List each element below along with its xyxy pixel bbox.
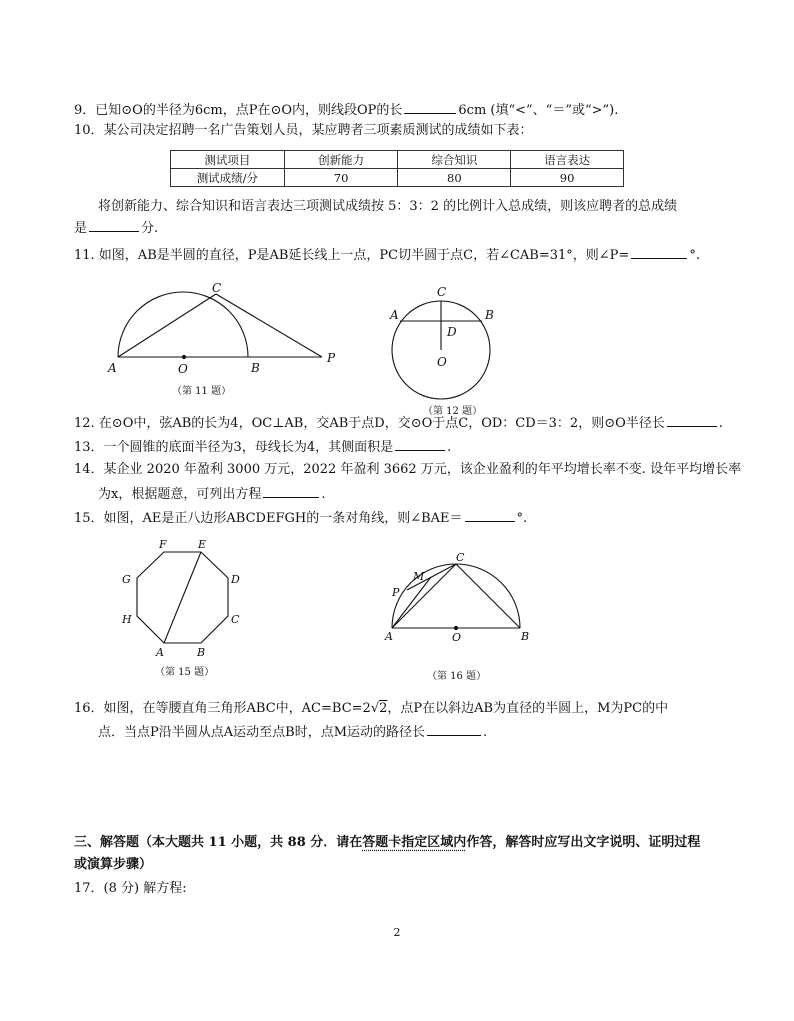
- figure-12: [392, 301, 490, 399]
- question-14: 14．某企业 2020 年盈利 3000 万元，2022 年盈利 3662 万元，该企业盈利的年平均增长率不变. 设年平均增长率: [74, 462, 742, 477]
- center-point: [182, 355, 185, 358]
- table-cell: 测试项目: [171, 151, 285, 169]
- question-14-cont: 为x，根据题意，可列出方程 .: [98, 484, 758, 504]
- question-17: 17．(8 分) 解方程:: [74, 881, 187, 896]
- table-cell: 语言表达: [511, 151, 624, 169]
- semicircle-arc: [392, 564, 520, 628]
- label-b: B: [251, 361, 260, 375]
- question-10-text-cont: 是 分.: [74, 218, 734, 238]
- table-cell: 创新能力: [284, 151, 398, 169]
- figure-16-caption: （第 16 题）: [427, 671, 487, 682]
- label-p: P: [392, 586, 400, 599]
- figure-12-caption: （第 12 题）: [423, 406, 483, 417]
- table-cell: 90: [511, 169, 624, 187]
- label-a: A: [385, 630, 393, 643]
- question-15: 15．如图，AE是正八边形ABCDEFGH的一条对角线，则∠BAE＝ °.: [74, 508, 734, 528]
- label-a: A: [156, 646, 164, 659]
- segment-am: [392, 577, 431, 628]
- label-g: G: [122, 573, 131, 586]
- label-p: P: [327, 351, 336, 365]
- label-c: C: [437, 285, 447, 299]
- figure-15-caption: （第 15 题）: [155, 667, 215, 678]
- diagonal-ae: [164, 552, 201, 643]
- question-10-text: 将创新能力、综合知识和语言表达三项测试成绩按 5：3：2 的比例计入总成绩，则该应聘者的总成绩: [98, 199, 678, 214]
- question-16: 16．如图，在等腰直角三角形ABC中，AC=BC=2√2，点P在以斜边AB为直径的半圆上，M为PC的中: [74, 701, 669, 716]
- figure-16: [392, 564, 520, 630]
- question-12: 12. 在⊙O中，弦AB的长为4，OC⊥AB，交AB于点D，交⊙O于点C，OD：CD＝3：2，则⊙O半径长 .: [74, 413, 734, 433]
- answer-blank: [427, 722, 481, 736]
- line-ac: [118, 294, 216, 357]
- label-c: C: [231, 613, 240, 626]
- label-b: B: [485, 308, 494, 322]
- table-cell: 80: [398, 169, 511, 187]
- question-10: 10．某公司决定招聘一名广告策划人员，某应聘者三项素质测试的成绩如下表：: [74, 123, 533, 138]
- label-d: D: [447, 325, 457, 339]
- table-cell: 测试成绩/分: [171, 169, 285, 187]
- label-e: E: [198, 538, 207, 551]
- label-o: O: [437, 355, 447, 369]
- label-m: M: [413, 570, 425, 583]
- sqrt-symbol: √2: [370, 701, 388, 716]
- page-number: 2: [393, 926, 401, 939]
- label-o: O: [178, 362, 188, 376]
- label-b: B: [197, 646, 206, 659]
- table-cell: 70: [284, 169, 398, 187]
- answer-blank: [263, 484, 319, 498]
- label-o: O: [452, 631, 462, 644]
- question-11: 11. 如图，AB是半圆的直径，P是AB延长线上一点，PC切半圆于点C，若∠CAB=31°，则∠P= °.: [74, 245, 734, 265]
- figure-11-caption: （第 11 题）: [172, 386, 232, 397]
- question-16-cont: 点．当点P沿半圆从点A运动至点B时，点M运动的路径长 .: [98, 722, 758, 742]
- question-13: 13．一个圆锥的底面半径为3，母线长为4，其侧面积是 .: [74, 437, 734, 457]
- answer-blank: [465, 508, 515, 522]
- label-a: A: [108, 361, 117, 375]
- center-point: [454, 626, 457, 629]
- section-3-heading: 三、解答题（本大题共 11 小题，共 88 分．请在答题卡指定区域内作答，解答时应写出文字说明、证明过程: [74, 835, 701, 850]
- label-c: C: [456, 551, 465, 564]
- label-f: F: [159, 538, 167, 551]
- emphasis-dotted-text: 答题卡指定区域内: [362, 835, 467, 850]
- section-3-heading-cont: 或演算步骤）: [74, 857, 153, 872]
- label-h: H: [122, 613, 132, 626]
- side-bc: [456, 564, 520, 628]
- table-cell: 综合知识: [398, 151, 511, 169]
- label-a: A: [390, 308, 399, 322]
- tangent-pc: [216, 294, 322, 357]
- answer-blank: [667, 413, 717, 427]
- label-d: D: [231, 573, 240, 586]
- figure-15: [137, 552, 228, 643]
- question-9: 9．已知⊙O的半径为6cm，点P在⊙O内，则线段OP的长 6cm (填“<”、“＝”或“>”).: [74, 100, 734, 120]
- answer-blank: [395, 437, 445, 451]
- label-b: B: [521, 630, 530, 643]
- label-c: C: [212, 281, 222, 295]
- figure-11: [118, 292, 322, 359]
